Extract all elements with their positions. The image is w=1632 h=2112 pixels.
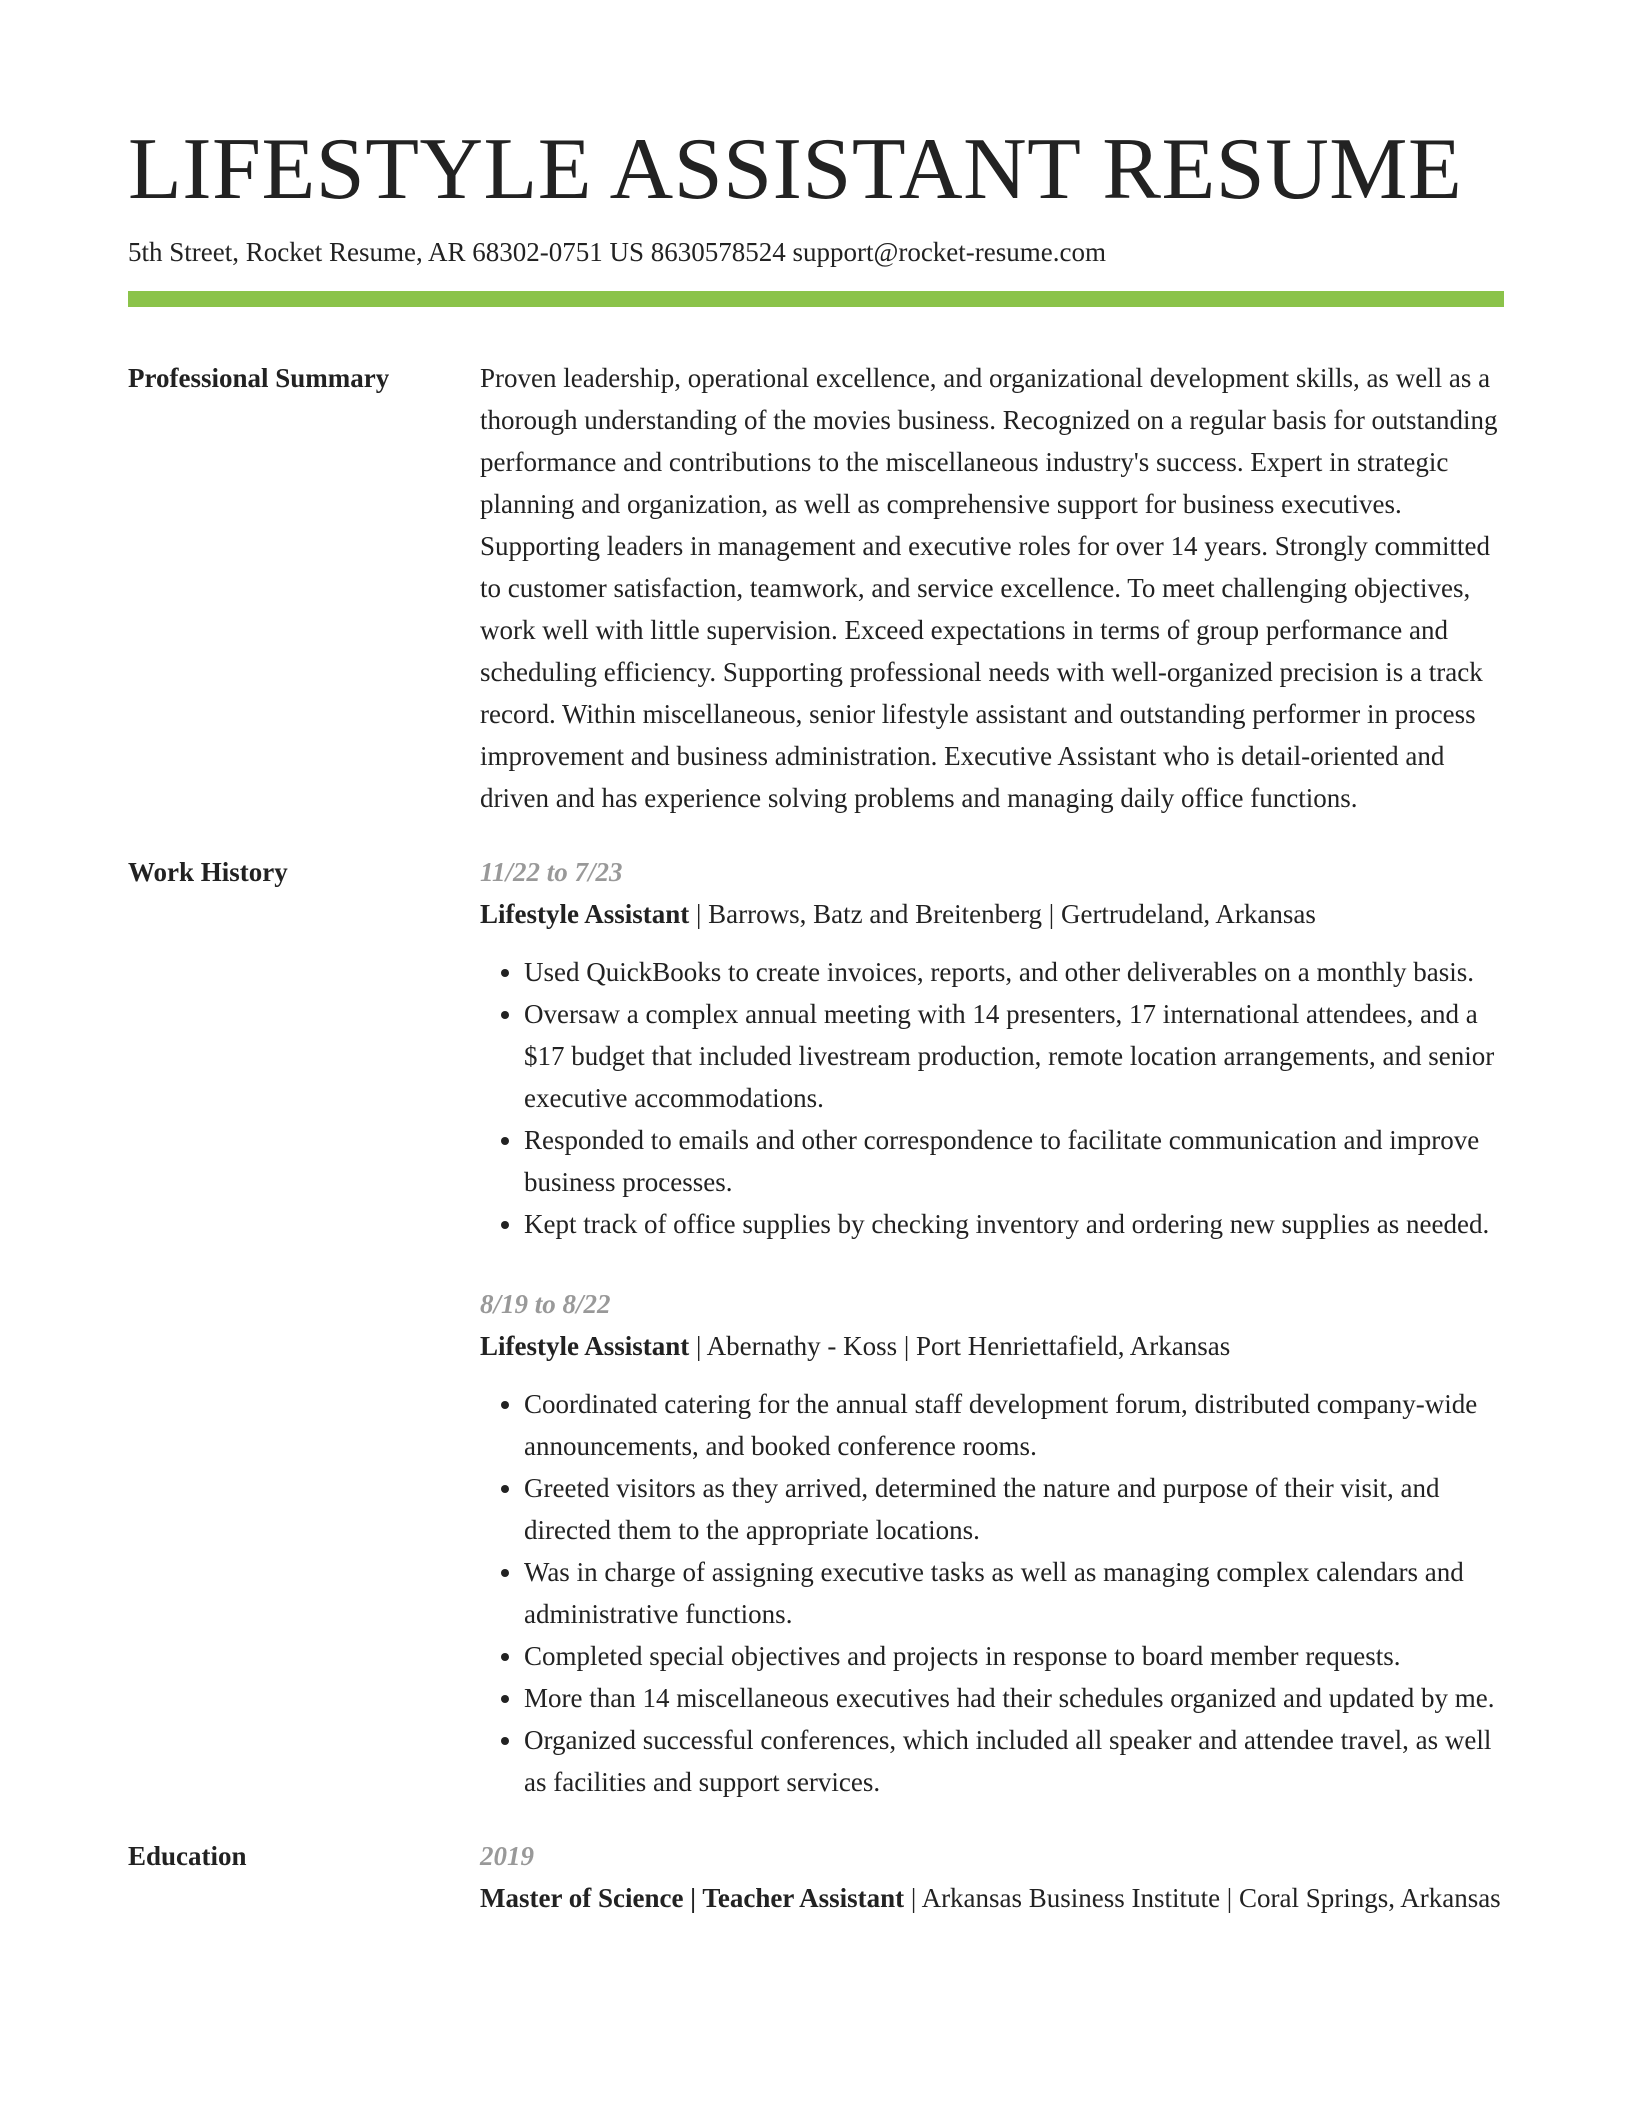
- summary-body: [480, 357, 1504, 819]
- job-bullets: [480, 1383, 1504, 1803]
- education-year: 2019: [480, 1841, 534, 1871]
- job-employer-location: | Abernathy - Koss | Port Henriettafield, Arkansas: [689, 1331, 1231, 1361]
- accent-divider: [128, 291, 1504, 307]
- education-section: [128, 1835, 1504, 1919]
- job-entry: [480, 851, 1504, 1245]
- job-role: Lifestyle Assistant: [480, 899, 690, 929]
- job-bullet: • Responded to emails and other correspondence to facilitate communication and improve business processes.: [524, 1119, 1504, 1203]
- job-bullet: • Greeted visitors as they arrived, determined the nature and purpose of their visit, and directed them to the appropriate locations.: [524, 1467, 1504, 1551]
- education-body: [480, 1835, 1504, 1919]
- work-history-section: [128, 851, 1504, 1803]
- job-bullet: • More than 14 miscellaneous executives had their schedules organized and updated by me.: [524, 1677, 1504, 1719]
- education-school-location: | Arkansas Business Institute | Coral Springs, Arkansas: [904, 1883, 1501, 1913]
- job-bullet: • Was in charge of assigning executive tasks as well as managing complex calendars and administrative functions.: [524, 1551, 1504, 1635]
- job-bullet: • Completed special objectives and projects in response to board member requests.: [524, 1635, 1504, 1677]
- job-dates: 8/19 to 8/22: [480, 1289, 611, 1319]
- job-bullet: • Oversaw a complex annual meeting with 14 presenters, 17 international attendees, and a $17 budget that included livestream production, remote location arrangements, and senior executive accommodations.: [524, 993, 1504, 1119]
- job-title-line: [480, 1325, 1504, 1367]
- job-bullet: • Coordinated catering for the annual staff development forum, distributed company-wide announcements, and booked conference rooms.: [524, 1383, 1504, 1467]
- work-history-label: Work History: [128, 857, 288, 887]
- education-degree: Master of Science | Teacher Assistant: [480, 1883, 905, 1913]
- job-bullet: • Used QuickBooks to create invoices, reports, and other deliverables on a monthly basis.: [524, 951, 1504, 993]
- job-entry: [480, 1283, 1504, 1803]
- education-label: Education: [128, 1841, 247, 1871]
- summary-text: Proven leadership, operational excellence, and organizational development skills, as well as a thorough understanding of the movies business. Recognized on a regular basis for outstanding performance and contributions to the miscellaneous industry's success. Expert in strategic planning and organization, as well as comprehensive support for business executives. Supporting leaders in management and executive roles for over 14 years. Strongly committed to customer satisfaction, teamwork, and service excellence. To meet challenging objectives, work well with little supervision. Exceed expectations in terms of group performance and scheduling efficiency. Supporting professional needs with well-organized precision is a track record. Within miscellaneous, senior lifestyle assistant and outstanding performer in process improvement and business administration. Executive Assistant who is detail-oriented and driven and has experience solving problems and managing daily office functions.: [480, 363, 1498, 813]
- job-bullets: [480, 951, 1504, 1245]
- job-bullet: • Kept track of office supplies by checking inventory and ordering new supplies as needed.: [524, 1203, 1504, 1245]
- education-title-line: [480, 1877, 1504, 1919]
- summary-section: [128, 357, 1504, 819]
- contact-line: 5th Street, Rocket Resume, AR 68302-0751 US 8630578524 support@rocket-resume.com: [128, 237, 1106, 267]
- work-history-body: [480, 851, 1504, 1803]
- job-title-line: [480, 893, 1504, 935]
- job-role: Lifestyle Assistant: [480, 1331, 690, 1361]
- job-bullet: • Organized successful conferences, which included all speaker and attendee travel, as well as facilities and support services.: [524, 1719, 1504, 1803]
- resume-title: LIFESTYLE ASSISTANT RESUME: [128, 121, 1463, 218]
- summary-label: Professional Summary: [128, 363, 390, 393]
- job-employer-location: | Barrows, Batz and Breitenberg | Gertrudeland, Arkansas: [689, 899, 1316, 929]
- job-dates: 11/22 to 7/23: [480, 857, 623, 887]
